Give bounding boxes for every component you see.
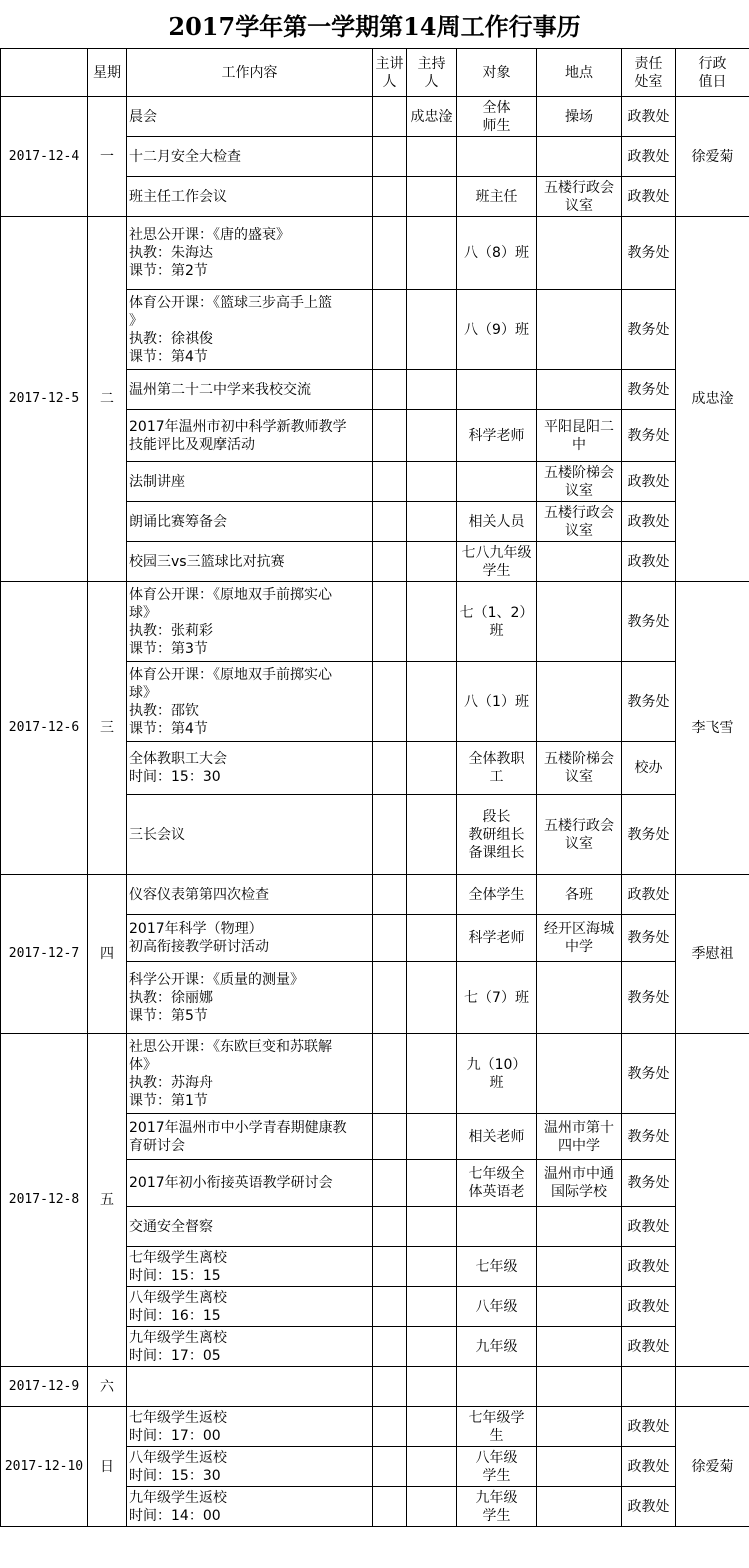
event-target: 九年级 bbox=[457, 1327, 537, 1367]
event-content: 体育公开课：《篮球三步高手上篮 》 执教：徐祺俊 课节：第4节 bbox=[127, 290, 373, 370]
event-location bbox=[537, 1367, 622, 1407]
event-target: 七年级全 体英语老 bbox=[457, 1160, 537, 1207]
header-duty: 行政 值日 bbox=[676, 49, 749, 97]
header-dept: 责任 处室 bbox=[622, 49, 676, 97]
day-date: 2017-12-5 bbox=[1, 217, 88, 582]
event-location: 操场 bbox=[537, 97, 622, 137]
event-location: 五楼行政会 议室 bbox=[537, 177, 622, 217]
event-speaker bbox=[373, 97, 407, 137]
event-host bbox=[407, 1447, 457, 1487]
event-content: 仪容仪表第第四次检查 bbox=[127, 875, 373, 915]
event-dept: 政教处 bbox=[622, 1207, 676, 1247]
event-speaker bbox=[373, 290, 407, 370]
event-content: 2017年科学（物理） 初高衔接教学研讨活动 bbox=[127, 915, 373, 962]
event-content: 法制讲座 bbox=[127, 462, 373, 502]
event-dept: 教务处 bbox=[622, 1034, 676, 1114]
event-content: 2017年初小衔接英语教学研讨会 bbox=[127, 1160, 373, 1207]
event-speaker bbox=[373, 1114, 407, 1160]
day-duty: 成忠淦 bbox=[676, 217, 749, 582]
event-target: 全体 师生 bbox=[457, 97, 537, 137]
event-content: 班主任工作会议 bbox=[127, 177, 373, 217]
event-content: 九年级学生离校 时间：17：05 bbox=[127, 1327, 373, 1367]
event-content: 朗诵比赛筹备会 bbox=[127, 502, 373, 542]
event-dept: 政教处 bbox=[622, 137, 676, 177]
event-location bbox=[537, 217, 622, 290]
event-dept: 教务处 bbox=[622, 1160, 676, 1207]
event-location bbox=[537, 1207, 622, 1247]
schedule-body bbox=[1, 97, 749, 1527]
event-target: 七八九年级 学生 bbox=[457, 542, 537, 582]
event-dept: 政教处 bbox=[622, 1447, 676, 1487]
event-target: 七年级学 生 bbox=[457, 1407, 537, 1447]
event-dept: 政教处 bbox=[622, 542, 676, 582]
event-location bbox=[537, 1287, 622, 1327]
event-target: 八年级 学生 bbox=[457, 1447, 537, 1487]
event-dept: 教务处 bbox=[622, 217, 676, 290]
event-content: 三长会议 bbox=[127, 795, 373, 875]
event-speaker bbox=[373, 462, 407, 502]
event-speaker bbox=[373, 1160, 407, 1207]
event-speaker bbox=[373, 662, 407, 742]
event-content: 七年级学生离校 时间：15：15 bbox=[127, 1247, 373, 1287]
event-location bbox=[537, 962, 622, 1034]
event-speaker bbox=[373, 915, 407, 962]
day-weekday: 三 bbox=[88, 582, 127, 875]
event-host bbox=[407, 662, 457, 742]
event-content: 八年级学生离校 时间：16：15 bbox=[127, 1287, 373, 1327]
event-target bbox=[457, 370, 537, 410]
event-location: 温州市第十 四中学 bbox=[537, 1114, 622, 1160]
event-host bbox=[407, 290, 457, 370]
event-host bbox=[407, 1247, 457, 1287]
event-host bbox=[407, 217, 457, 290]
event-target: 相关人员 bbox=[457, 502, 537, 542]
day-duty: 徐爱菊 bbox=[676, 1407, 749, 1527]
event-location bbox=[537, 290, 622, 370]
event-content bbox=[127, 1367, 373, 1407]
event-speaker bbox=[373, 217, 407, 290]
event-host bbox=[407, 462, 457, 502]
event-target: 七（1、2） 班 bbox=[457, 582, 537, 662]
event-content: 2017年温州市初中科学新教师教学 技能评比及观摩活动 bbox=[127, 410, 373, 462]
event-dept: 教务处 bbox=[622, 582, 676, 662]
event-host bbox=[407, 1034, 457, 1114]
event-content: 体育公开课：《原地双手前掷实心 球》 执教：邵钦 课节：第4节 bbox=[127, 662, 373, 742]
event-location: 五楼行政会 议室 bbox=[537, 502, 622, 542]
day-duty: 李飞雪 bbox=[676, 582, 749, 875]
event-dept: 政教处 bbox=[622, 875, 676, 915]
event-host bbox=[407, 502, 457, 542]
event-speaker bbox=[373, 1327, 407, 1367]
event-content: 十二月安全大检查 bbox=[127, 137, 373, 177]
event-host bbox=[407, 1114, 457, 1160]
day-date: 2017-12-10 bbox=[1, 1407, 88, 1527]
event-dept: 教务处 bbox=[622, 290, 676, 370]
event-content: 九年级学生返校 时间：14：00 bbox=[127, 1487, 373, 1527]
event-location: 五楼阶梯会 议室 bbox=[537, 462, 622, 502]
event-content: 温州第二十二中学来我校交流 bbox=[127, 370, 373, 410]
event-location bbox=[537, 370, 622, 410]
event-dept: 政教处 bbox=[622, 462, 676, 502]
header-target: 对象 bbox=[457, 49, 537, 97]
event-content: 晨会 bbox=[127, 97, 373, 137]
day-date: 2017-12-4 bbox=[1, 97, 88, 217]
event-speaker bbox=[373, 1367, 407, 1407]
event-target: 班主任 bbox=[457, 177, 537, 217]
event-dept: 教务处 bbox=[622, 795, 676, 875]
day-weekday: 六 bbox=[88, 1367, 127, 1407]
event-target: 九年级 学生 bbox=[457, 1487, 537, 1527]
event-target: 段长 教研组长 备课组长 bbox=[457, 795, 537, 875]
event-speaker bbox=[373, 1207, 407, 1247]
event-host bbox=[407, 177, 457, 217]
event-host: 成忠淦 bbox=[407, 97, 457, 137]
event-host bbox=[407, 370, 457, 410]
event-host bbox=[407, 1367, 457, 1407]
event-content: 交通安全督察 bbox=[127, 1207, 373, 1247]
table-row bbox=[1, 582, 749, 662]
event-speaker bbox=[373, 502, 407, 542]
event-dept: 政教处 bbox=[622, 97, 676, 137]
event-content: 八年级学生返校 时间：15：30 bbox=[127, 1447, 373, 1487]
event-host bbox=[407, 1487, 457, 1527]
event-speaker bbox=[373, 1487, 407, 1527]
event-target bbox=[457, 137, 537, 177]
event-host bbox=[407, 742, 457, 795]
event-host bbox=[407, 410, 457, 462]
day-date: 2017-12-9 bbox=[1, 1367, 88, 1407]
event-host bbox=[407, 795, 457, 875]
event-target: 八（9）班 bbox=[457, 290, 537, 370]
event-dept: 教务处 bbox=[622, 410, 676, 462]
event-target: 九（10） 班 bbox=[457, 1034, 537, 1114]
day-duty: 徐爱菊 bbox=[676, 97, 749, 217]
event-target: 科学老师 bbox=[457, 410, 537, 462]
header-weekday: 星期 bbox=[88, 49, 127, 97]
event-host bbox=[407, 962, 457, 1034]
event-speaker bbox=[373, 795, 407, 875]
event-host bbox=[407, 137, 457, 177]
day-weekday: 日 bbox=[88, 1407, 127, 1527]
event-location bbox=[537, 137, 622, 177]
event-speaker bbox=[373, 1287, 407, 1327]
header-date bbox=[1, 49, 88, 97]
event-speaker bbox=[373, 542, 407, 582]
day-date: 2017-12-7 bbox=[1, 875, 88, 1034]
event-content: 全体教职工大会 时间：15：30 bbox=[127, 742, 373, 795]
event-location: 经开区海城 中学 bbox=[537, 915, 622, 962]
day-date: 2017-12-8 bbox=[1, 1034, 88, 1367]
schedule-table bbox=[0, 48, 749, 1527]
event-location bbox=[537, 662, 622, 742]
event-content: 科学公开课：《质量的测量》 执教：徐丽娜 课节：第5节 bbox=[127, 962, 373, 1034]
event-host bbox=[407, 1407, 457, 1447]
event-dept: 政教处 bbox=[622, 1287, 676, 1327]
event-speaker bbox=[373, 962, 407, 1034]
event-content: 社思公开课：《唐的盛衰》 执教：朱海达 课节：第2节 bbox=[127, 217, 373, 290]
event-host bbox=[407, 1207, 457, 1247]
event-location bbox=[537, 1407, 622, 1447]
header-content: 工作内容 bbox=[127, 49, 373, 97]
event-dept: 教务处 bbox=[622, 915, 676, 962]
event-target bbox=[457, 462, 537, 502]
event-dept: 教务处 bbox=[622, 1114, 676, 1160]
event-target: 相关老师 bbox=[457, 1114, 537, 1160]
event-target bbox=[457, 1207, 537, 1247]
event-location: 平阳昆阳二 中 bbox=[537, 410, 622, 462]
header-speaker: 主讲 人 bbox=[373, 49, 407, 97]
event-host bbox=[407, 1327, 457, 1367]
event-host bbox=[407, 582, 457, 662]
table-row bbox=[1, 1034, 749, 1114]
event-dept: 教务处 bbox=[622, 962, 676, 1034]
event-dept: 政教处 bbox=[622, 1487, 676, 1527]
event-speaker bbox=[373, 177, 407, 217]
event-content: 校园三vs三篮球比对抗赛 bbox=[127, 542, 373, 582]
event-dept: 政教处 bbox=[622, 1407, 676, 1447]
event-dept: 校办 bbox=[622, 742, 676, 795]
event-speaker bbox=[373, 410, 407, 462]
event-dept: 政教处 bbox=[622, 177, 676, 217]
day-duty bbox=[676, 1034, 749, 1367]
event-speaker bbox=[373, 582, 407, 662]
event-dept: 教务处 bbox=[622, 662, 676, 742]
event-host bbox=[407, 915, 457, 962]
event-location bbox=[537, 1487, 622, 1527]
event-target: 全体教职 工 bbox=[457, 742, 537, 795]
table-row bbox=[1, 217, 749, 290]
day-weekday: 五 bbox=[88, 1034, 127, 1367]
event-host bbox=[407, 1160, 457, 1207]
event-location bbox=[537, 1327, 622, 1367]
table-row bbox=[1, 97, 749, 137]
event-host bbox=[407, 542, 457, 582]
event-target: 八年级 bbox=[457, 1287, 537, 1327]
event-target: 全体学生 bbox=[457, 875, 537, 915]
page-title: 2017学年第一学期第14周工作行事历 bbox=[168, 11, 581, 41]
day-weekday: 一 bbox=[88, 97, 127, 217]
event-speaker bbox=[373, 875, 407, 915]
event-location bbox=[537, 1034, 622, 1114]
event-location: 五楼阶梯会 议室 bbox=[537, 742, 622, 795]
event-target: 七（7）班 bbox=[457, 962, 537, 1034]
header-row bbox=[1, 49, 749, 97]
event-speaker bbox=[373, 1407, 407, 1447]
header-location: 地点 bbox=[537, 49, 622, 97]
event-content: 体育公开课：《原地双手前掷实心 球》 执教：张莉彩 课节：第3节 bbox=[127, 582, 373, 662]
event-dept: 政教处 bbox=[622, 1327, 676, 1367]
event-target: 八（1）班 bbox=[457, 662, 537, 742]
event-content: 七年级学生返校 时间：17：00 bbox=[127, 1407, 373, 1447]
day-date: 2017-12-6 bbox=[1, 582, 88, 875]
event-host bbox=[407, 875, 457, 915]
event-speaker bbox=[373, 1247, 407, 1287]
event-location: 各班 bbox=[537, 875, 622, 915]
day-weekday: 四 bbox=[88, 875, 127, 1034]
table-row bbox=[1, 875, 749, 915]
event-location bbox=[537, 1247, 622, 1287]
table-row bbox=[1, 1367, 749, 1407]
header-host: 主持 人 bbox=[407, 49, 457, 97]
event-host bbox=[407, 1287, 457, 1327]
event-target: 七年级 bbox=[457, 1247, 537, 1287]
event-dept: 教务处 bbox=[622, 370, 676, 410]
event-speaker bbox=[373, 1447, 407, 1487]
event-dept bbox=[622, 1367, 676, 1407]
event-target: 科学老师 bbox=[457, 915, 537, 962]
event-location bbox=[537, 542, 622, 582]
event-dept: 政教处 bbox=[622, 502, 676, 542]
day-duty: 季慰祖 bbox=[676, 875, 749, 1034]
event-speaker bbox=[373, 1034, 407, 1114]
event-speaker bbox=[373, 137, 407, 177]
event-location: 五楼行政会 议室 bbox=[537, 795, 622, 875]
event-content: 社思公开课：《东欧巨变和苏联解 体》 执教：苏海舟 课节：第1节 bbox=[127, 1034, 373, 1114]
event-dept: 政教处 bbox=[622, 1247, 676, 1287]
table-row bbox=[1, 1407, 749, 1447]
event-content: 2017年温州市中小学青春期健康教 育研讨会 bbox=[127, 1114, 373, 1160]
event-target: 八（8）班 bbox=[457, 217, 537, 290]
event-location bbox=[537, 582, 622, 662]
event-location: 温州市中通 国际学校 bbox=[537, 1160, 622, 1207]
event-location bbox=[537, 1447, 622, 1487]
day-duty bbox=[676, 1367, 749, 1407]
day-weekday: 二 bbox=[88, 217, 127, 582]
event-speaker bbox=[373, 742, 407, 795]
event-speaker bbox=[373, 370, 407, 410]
event-target bbox=[457, 1367, 537, 1407]
